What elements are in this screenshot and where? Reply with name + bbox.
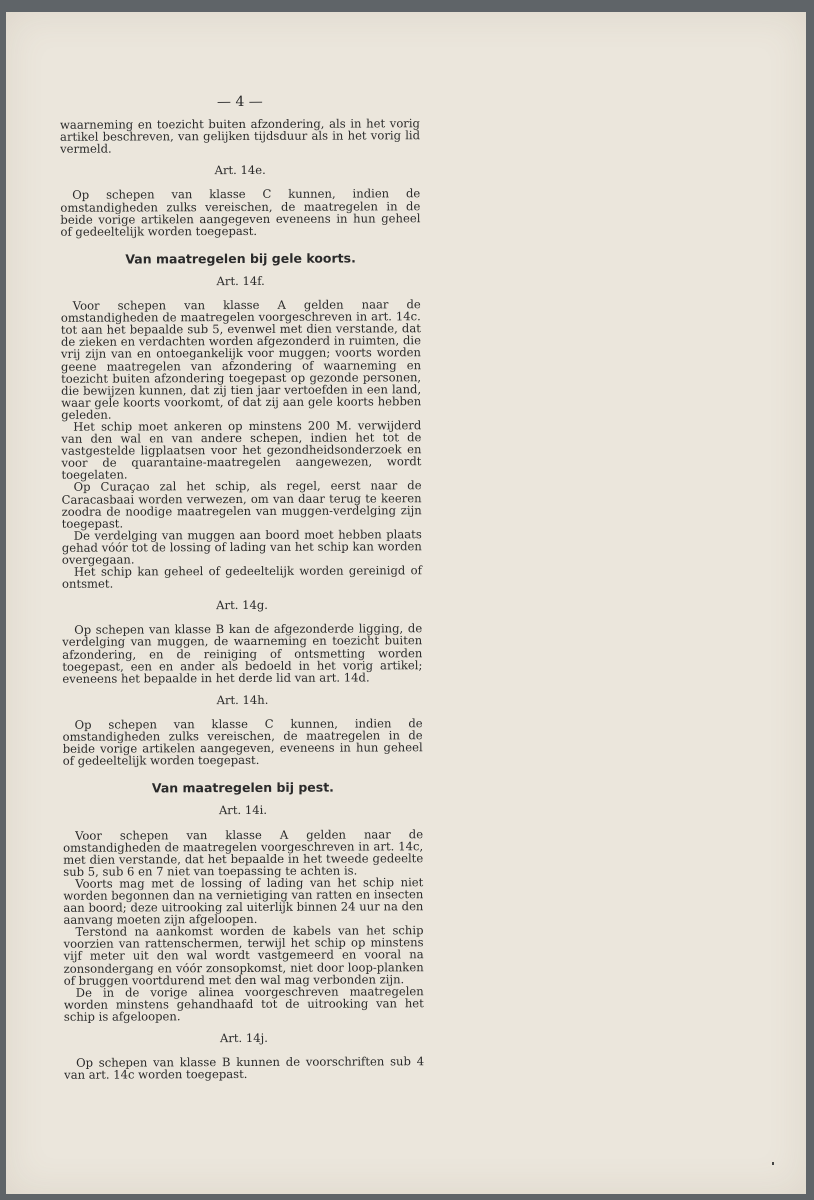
page-number: — 4 — [216,93,263,111]
article-heading: Art. 14j. [219,1030,268,1046]
article-heading: Art. 14e. [214,163,266,178]
paragraph: waarneming en toezicht buiten afzondering, als in het vorig artikel beschreven, van gelijken tijdsduur als in het vorig lid vermeld. [59,116,421,157]
page-text [60,95,424,1081]
section-heading: Van maatregelen bij gele koorts. [125,250,356,267]
paragraph: Voorts mag met de lossing of lading van het schip niet worden begonnen dan na vernietiging van ratten en insecten aan boord; deze uitrooking zal uiterlijk binnen 24 uur na den aanvang moeten zijn afgeloopen. [63,875,424,927]
document-page [6,12,806,1194]
paragraph: Op Curaçao zal het schip, als regel, eerst naar de Caracasbaai worden verwezen, om van daar terug te keeren zoodra de noodige maatregelen van muggen-verdelging zijn toegepast. [61,478,422,531]
paragraph: Voor schepen van klasse A gelden naar de omstandigheden de maatregelen voorgeschreven in art. 14c. tot aan het bepaalde sub 5, evenwel met dien verstande, dat de zieken en verdachten worden afgezonderd in ruimten, die vrij zijn van en ontoegankelijk voor muggen; voorts worden geene maatregelen van afzondering of waarneming en toezicht buiten afzondering toegepast op gezonde personen, die bewijzen kunnen, dat zij tien jaar vertoefden in een land, waar gele koorts voorkomt, of dat zij aan gele koorts hebben geleden. [60,297,422,422]
paragraph: Voor schepen van klasse A gelden naar de omstandigheden de maatregelen voorgeschreven in art. 14c, met dien verstande, dat het bepaalde in het tweede gedeelte sub 5, sub 6 en 7 niet van toepassing te achten is. [63,826,424,879]
paragraph: Op schepen van klasse B kan de afgezonderde ligging, de verdelging van muggen, de waarneming en toezicht buiten afzondering, en de reiniging of ontsmetting worden toegepast, een en ander als bedoeld in het vorig artikel; eveneens het bepaalde in het derde lid van art. 14d. [62,621,423,686]
article-heading: Art. 14f. [216,273,265,289]
article-heading: Art. 14g. [216,598,269,613]
paragraph: Op schepen van klasse C kunnen, indien de omstandigheden zulks vereischen, de maatregelen in de beide vorige artikelen aangegeven, eveneens in hun geheel of gedeeltelijk worden toegepast. [62,716,423,769]
paragraph: Op schepen van klasse B kunnen de voorschriften sub 4 van art. 14c worden toegepast. [64,1054,425,1082]
paragraph: Op schepen van klasse C kunnen, indien de omstandigheden zulks vereischen, de maatregelen in de beide vorige artikelen aangegeven eveneens in hun geheel of gedeeltelijk worden toegepast. [60,186,421,239]
paragraph: De in de vorige alinea voorgeschreven maatregelen worden minstens gehandhaafd tot de uitrooking van het schip is afgeloopen. [63,983,424,1024]
paragraph: Terstond na aankomst worden de kabels van het schip voorzien van rattenschermen, terwijl het schip op minstens vijf meter uit den wal wordt vastgemeerd en vooral na zonsondergang en vóór zonsopkomst, niet door loop-planken of bruggen voortdurend met den wal mag verbonden zijn. [63,923,424,988]
paper-speck [772,1162,774,1165]
article-heading: Art. 14h. [216,692,269,707]
paragraph: Het schip kan geheel of gedeeltelijk worden gereinigd of ontsmet. [61,563,422,591]
paragraph: De verdelging van muggen aan boord moet hebben plaats gehad vóór tot de lossing of lading van het schip kan worden overgegaan. [61,527,422,567]
paragraph: Het schip moet ankeren op minstens 200 M. verwijderd van den wal en van andere schepen, indien het tot de vastgestelde ligplaatsen voor het gezondheidsonderzoek en voor de quarantaine-maatregelen aangewezen, wordt toegelaten. [61,418,422,483]
article-heading: Art. 14i. [218,803,268,818]
section-heading: Van maatregelen bij pest. [151,779,334,796]
